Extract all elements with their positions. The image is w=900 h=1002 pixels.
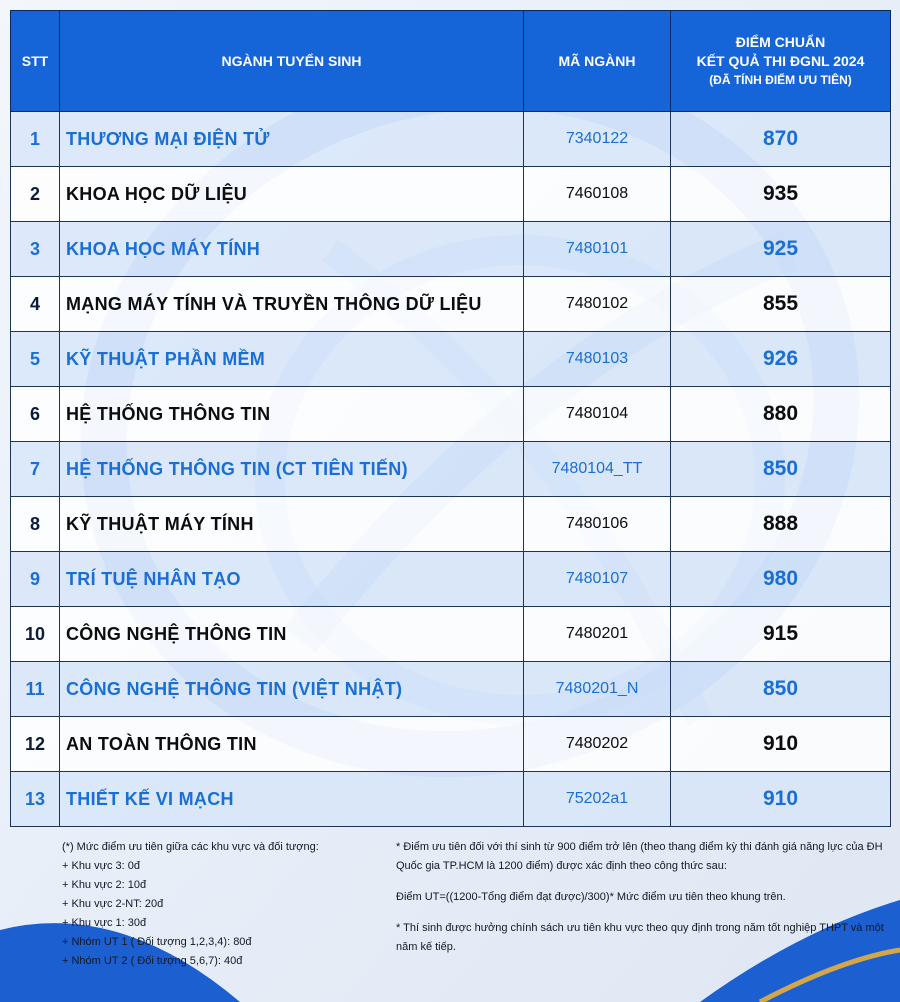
row-major-name: CÔNG NGHỆ THÔNG TIN (VIỆT NHẬT) bbox=[60, 662, 524, 717]
row-major-code: 7460108 bbox=[524, 167, 671, 222]
row-major-code: 7340122 bbox=[524, 112, 671, 167]
header-major: NGÀNH TUYỂN SINH bbox=[60, 11, 524, 112]
row-major-name: KHOA HỌC MÁY TÍNH bbox=[60, 222, 524, 277]
table-row bbox=[11, 112, 891, 167]
row-stt: 9 bbox=[11, 552, 60, 607]
row-stt: 2 bbox=[11, 167, 60, 222]
row-stt: 12 bbox=[11, 717, 60, 772]
row-stt: 6 bbox=[11, 387, 60, 442]
table-row bbox=[11, 607, 891, 662]
row-stt: 1 bbox=[11, 112, 60, 167]
table-row bbox=[11, 497, 891, 552]
admission-score-table bbox=[10, 10, 891, 827]
row-major-name: KỸ THUẬT MÁY TÍNH bbox=[60, 497, 524, 552]
row-stt: 7 bbox=[11, 442, 60, 497]
row-major-name: THIẾT KẾ VI MẠCH bbox=[60, 772, 524, 827]
row-score: 910 bbox=[671, 772, 891, 827]
table-row bbox=[11, 717, 891, 772]
row-stt: 8 bbox=[11, 497, 60, 552]
row-major-name: THƯƠNG MẠI ĐIỆN TỬ bbox=[60, 112, 524, 167]
priority-note-item: + Nhóm UT 1 ( Đối tượng 1,2,3,4): 80đ bbox=[62, 936, 252, 948]
table-row bbox=[11, 387, 891, 442]
row-stt: 4 bbox=[11, 277, 60, 332]
row-stt: 11 bbox=[11, 662, 60, 717]
table-row bbox=[11, 662, 891, 717]
table-row bbox=[11, 442, 891, 497]
priority-points-notes bbox=[62, 838, 362, 971]
priority-note-item: + Khu vực 3: 0đ bbox=[62, 860, 140, 872]
priority-note-item: + Khu vực 2: 10đ bbox=[62, 879, 147, 891]
row-major-code: 7480104 bbox=[524, 387, 671, 442]
header-score bbox=[671, 11, 891, 112]
row-major-name: CÔNG NGHỆ THÔNG TIN bbox=[60, 607, 524, 662]
row-major-code: 7480106 bbox=[524, 497, 671, 552]
header-stt: STT bbox=[11, 11, 60, 112]
row-major-name: MẠNG MÁY TÍNH VÀ TRUYỀN THÔNG DỮ LIỆU bbox=[60, 277, 524, 332]
row-major-code: 7480201 bbox=[524, 607, 671, 662]
row-major-code: 75202a1 bbox=[524, 772, 671, 827]
header-score-line1: ĐIỂM CHUẨN bbox=[735, 33, 826, 50]
row-major-code: 7480103 bbox=[524, 332, 671, 387]
row-stt: 5 bbox=[11, 332, 60, 387]
row-score: 925 bbox=[671, 222, 891, 277]
priority-note-item: + Khu vực 2-NT: 20đ bbox=[62, 898, 164, 910]
row-score: 935 bbox=[671, 167, 891, 222]
row-major-code: 7480102 bbox=[524, 277, 671, 332]
admission-score-table-container bbox=[10, 10, 890, 827]
header-code: MÃ NGÀNH bbox=[524, 11, 671, 112]
row-score: 850 bbox=[671, 662, 891, 717]
row-major-code: 7480104_TT bbox=[524, 442, 671, 497]
row-major-code: 7480202 bbox=[524, 717, 671, 772]
row-major-name: HỆ THỐNG THÔNG TIN (CT TIÊN TIẾN) bbox=[60, 442, 524, 497]
formula-note-intro: * Điểm ưu tiên đối với thí sinh từ 900 điểm trở lên (theo thang điểm kỳ thi đánh giá năng lực của ĐH Quốc gia TP.HCM là 1200 điểm) được xác định theo công thức sau: bbox=[396, 841, 883, 872]
row-score: 855 bbox=[671, 277, 891, 332]
row-major-code: 7480107 bbox=[524, 552, 671, 607]
table-row bbox=[11, 772, 891, 827]
row-score: 850 bbox=[671, 442, 891, 497]
row-score: 980 bbox=[671, 552, 891, 607]
row-major-code: 7480101 bbox=[524, 222, 671, 277]
table-row bbox=[11, 167, 891, 222]
priority-note-item: + Khu vực 1: 30đ bbox=[62, 917, 147, 929]
row-score: 910 bbox=[671, 717, 891, 772]
row-major-name: KỸ THUẬT PHẦN MỀM bbox=[60, 332, 524, 387]
row-major-name: AN TOÀN THÔNG TIN bbox=[60, 717, 524, 772]
row-major-name: KHOA HỌC DỮ LIỆU bbox=[60, 167, 524, 222]
header-score-line2: KẾT QUẢ THI ĐGNL 2024 bbox=[696, 52, 865, 69]
table-row bbox=[11, 222, 891, 277]
row-score: 915 bbox=[671, 607, 891, 662]
table-row bbox=[11, 332, 891, 387]
row-major-name: HỆ THỐNG THÔNG TIN bbox=[60, 387, 524, 442]
row-major-code: 7480201_N bbox=[524, 662, 671, 717]
table-row bbox=[11, 552, 891, 607]
table-row bbox=[11, 277, 891, 332]
row-major-name: TRÍ TUỆ NHÂN TẠO bbox=[60, 552, 524, 607]
formula-note-formula: Điểm UT=((1200-Tổng điểm đạt được)/300)* Mức điểm ưu tiên theo khung trên. bbox=[396, 891, 786, 903]
priority-note-title: (*) Mức điểm ưu tiên giữa các khu vực và đối tượng: bbox=[62, 841, 319, 853]
row-score: 888 bbox=[671, 497, 891, 552]
formula-note-policy: * Thí sinh được hưởng chính sách ưu tiên khu vực theo quy định trong năm tốt nghiệp THPT và một năm kế tiếp. bbox=[396, 922, 884, 953]
priority-note-item: + Nhóm UT 2 ( Đối tượng 5,6,7): 40đ bbox=[62, 955, 243, 967]
row-score: 870 bbox=[671, 112, 891, 167]
row-score: 926 bbox=[671, 332, 891, 387]
row-stt: 13 bbox=[11, 772, 60, 827]
table-header-row bbox=[11, 11, 891, 112]
row-stt: 3 bbox=[11, 222, 60, 277]
row-stt: 10 bbox=[11, 607, 60, 662]
row-score: 880 bbox=[671, 387, 891, 442]
formula-notes bbox=[396, 838, 892, 957]
header-score-line3: (ĐÃ TÍNH ĐIỂM ƯU TIÊN) bbox=[709, 72, 852, 87]
